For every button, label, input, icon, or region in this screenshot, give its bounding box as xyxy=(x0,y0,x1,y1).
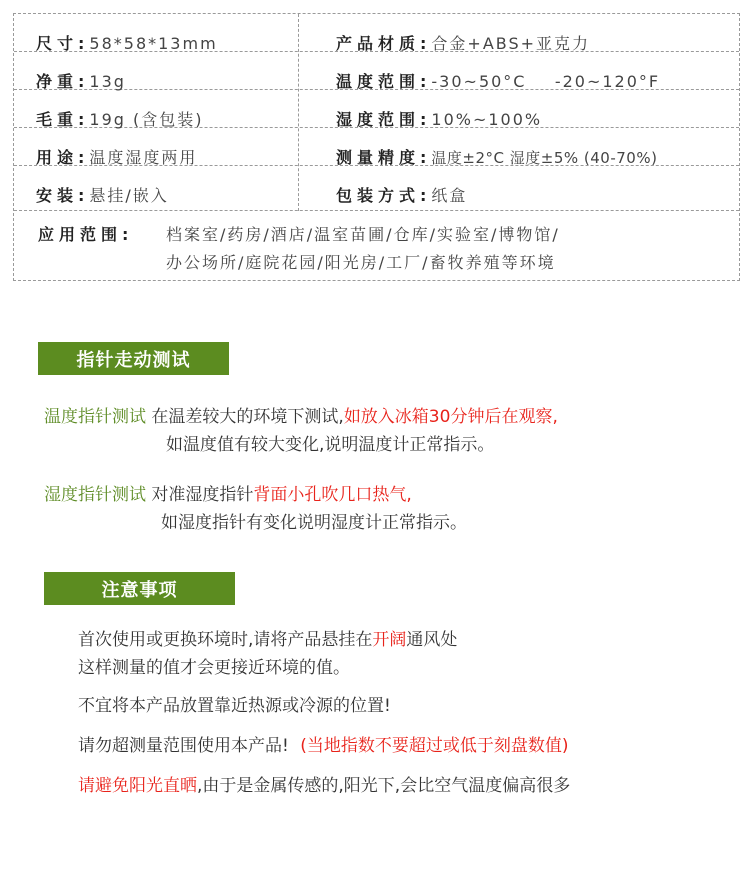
spec-net-weight xyxy=(36,71,126,93)
spec-accuracy-label: 测量精度: xyxy=(336,148,432,167)
note-1-text-b: 通风处 xyxy=(406,630,458,650)
spec-humidity-range xyxy=(336,109,542,131)
spec-package xyxy=(336,185,467,207)
note-1-highlight: 开阔 xyxy=(372,630,407,650)
note-1-line2: 这样测量的值才会更接近环境的值。 xyxy=(78,658,350,678)
spec-temp-range xyxy=(336,71,660,93)
note-1-line1 xyxy=(78,628,457,652)
note-4-highlight: 请避免阳光直晒 xyxy=(78,776,197,796)
temp-test-highlight: 如放入冰箱30分钟后在观察, xyxy=(343,407,558,427)
spec-net-weight-label: 净重: xyxy=(36,72,90,91)
note-4 xyxy=(78,774,570,798)
temp-test-title: 温度指针测试 xyxy=(44,407,146,427)
spec-usage-value: 温度湿度两用 xyxy=(89,148,198,167)
hum-test-line1 xyxy=(44,483,412,507)
table-column-divider xyxy=(298,14,299,211)
pointer-test-banner: 指针走动测试 xyxy=(38,342,229,375)
note-1-text-a: 首次使用或更换环境时,请将产品悬挂在 xyxy=(78,630,373,650)
spec-accuracy xyxy=(336,147,657,169)
spec-material xyxy=(336,33,590,55)
spec-application-line2: 办公场所/庭院花园/阳光房/工厂/畜牧养殖等环境 xyxy=(166,253,556,272)
note-2: 不宜将本产品放置靠近热源或冷源的位置! xyxy=(78,696,391,716)
hum-test-highlight: 背面小孔吹几口热气, xyxy=(253,485,412,505)
spec-net-weight-value: 13g xyxy=(89,72,126,91)
spec-accuracy-value: 温度±2°C 湿度±5% (40-70%) xyxy=(431,149,658,167)
hum-test-text: 对准湿度指针 xyxy=(151,485,254,505)
temp-test-line2: 如温度值有较大变化,说明温度计正常指示。 xyxy=(166,435,495,455)
spec-package-value: 纸盒 xyxy=(431,186,468,205)
spec-install-value: 悬挂/嵌入 xyxy=(89,186,169,205)
spec-humidity-range-label: 湿度范围: xyxy=(336,110,432,129)
temp-test-line1 xyxy=(44,405,558,429)
spec-application-line1: 档案室/药房/酒店/温室苗圃/仓库/实验室/博物馆/ xyxy=(166,225,560,244)
spec-humidity-range-value: 10%~100% xyxy=(431,110,543,129)
note-3-highlight: (当地指数不要超过或低于刻盘数值) xyxy=(300,736,569,756)
spec-usage xyxy=(36,147,197,169)
hum-test-title: 湿度指针测试 xyxy=(44,485,146,505)
spec-size xyxy=(36,33,218,55)
note-4-text: ,由于是金属传感的,阳光下,会比空气温度偏高很多 xyxy=(197,776,571,796)
spec-material-label: 产品材质: xyxy=(336,34,432,53)
spec-size-label: 尺寸: xyxy=(36,34,90,53)
spec-gross-weight xyxy=(36,109,204,131)
spec-install xyxy=(36,185,169,207)
spec-table xyxy=(13,13,740,281)
spec-usage-label: 用途: xyxy=(36,148,90,167)
spec-temp-range-label: 温度范围: xyxy=(336,72,432,91)
note-3 xyxy=(78,734,569,758)
spec-package-label: 包装方式: xyxy=(336,186,432,205)
table-divider xyxy=(14,210,739,211)
spec-application-label: 应用范围: xyxy=(38,225,134,244)
spec-material-value: 合金+ABS+亚克力 xyxy=(431,34,591,53)
spec-gross-weight-label: 毛重: xyxy=(36,110,90,129)
spec-install-label: 安装: xyxy=(36,186,90,205)
spec-gross-weight-value: 19g (含包装) xyxy=(89,110,204,129)
temp-test-text: 在温差较大的环境下测试, xyxy=(151,407,344,427)
note-3-text: 请勿超测量范围使用本产品! xyxy=(78,736,289,756)
notes-banner: 注意事项 xyxy=(44,572,235,605)
hum-test-line2: 如湿度指针有变化说明湿度计正常指示。 xyxy=(161,513,467,533)
spec-temp-range-value: -30~50°C -20~120°F xyxy=(431,72,661,91)
spec-size-value: 58*58*13mm xyxy=(89,34,218,53)
